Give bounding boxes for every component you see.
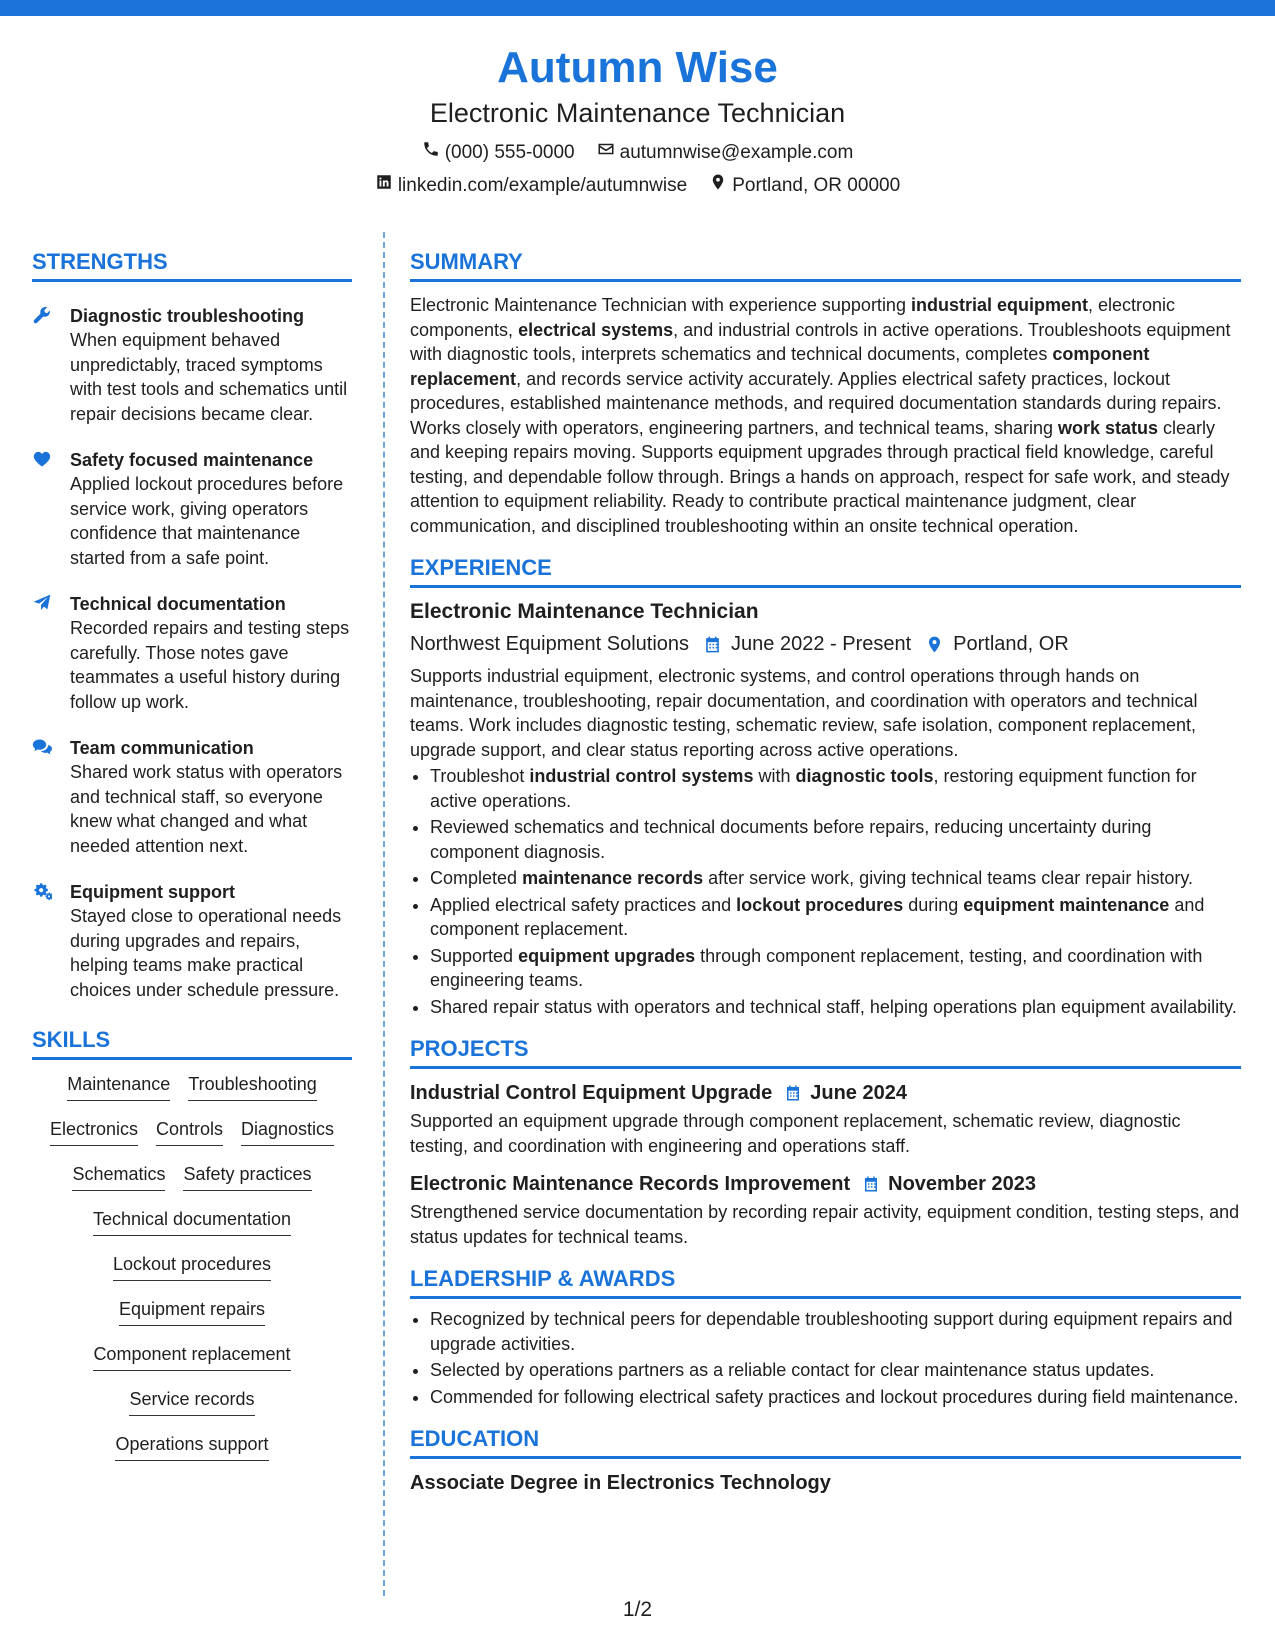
job-title: Electronic Maintenance Technician bbox=[410, 600, 759, 623]
emphasis-text: work status bbox=[1058, 417, 1159, 438]
calendar-icon bbox=[784, 1084, 802, 1102]
project-name: Industrial Control Equipment Upgrade bbox=[410, 1082, 773, 1104]
skill-tag: Technical documentation bbox=[93, 1207, 291, 1236]
envelope-icon bbox=[597, 140, 615, 165]
project-name: Electronic Maintenance Records Improvement bbox=[410, 1173, 851, 1195]
project-date: June 2024 bbox=[810, 1082, 907, 1104]
emphasis-text: industrial control systems bbox=[529, 766, 754, 786]
candidate-name: Autumn Wise bbox=[497, 43, 778, 92]
skills-heading: SKILLS bbox=[32, 1026, 352, 1060]
list-item: • Completed maintenance records after service work, giving technical teams clear repair history. bbox=[430, 866, 1241, 891]
emphasis-text: lockout procedures bbox=[736, 894, 904, 915]
skill-tag: Controls bbox=[156, 1117, 223, 1146]
strengths-heading: STRENGTHS bbox=[32, 248, 352, 282]
company-name: Northwest Equipment Solutions bbox=[410, 633, 690, 655]
list-item: • Selected by operations partners as a reliable contact for clear maintenance status updates. bbox=[430, 1358, 1241, 1383]
skill-tag: Maintenance bbox=[67, 1072, 170, 1101]
project-header bbox=[410, 1170, 1241, 1198]
degree-title: Associate Degree in Electronics Technology bbox=[410, 1472, 831, 1494]
skill-row bbox=[93, 1207, 291, 1252]
skill-tag: Electronics bbox=[50, 1117, 138, 1146]
right-column bbox=[410, 248, 1241, 1497]
chat-bubbles-icon bbox=[32, 744, 52, 761]
resume-header bbox=[0, 40, 1275, 198]
job-dates: June 2022 - Present bbox=[731, 633, 912, 655]
skill-row bbox=[119, 1297, 265, 1342]
column-divider bbox=[383, 232, 385, 1596]
linkedin-icon bbox=[375, 173, 393, 198]
skill-row bbox=[115, 1432, 268, 1477]
experience-bullets bbox=[410, 764, 1241, 1019]
linkedin-contact[interactable] bbox=[375, 173, 687, 198]
contact-row-1 bbox=[0, 140, 1275, 165]
email-text: autumnwise@example.com bbox=[619, 141, 854, 163]
skills-list bbox=[32, 1072, 352, 1477]
contact-row-2 bbox=[0, 173, 1275, 198]
calendar-icon bbox=[703, 635, 722, 654]
skill-tag: Schematics bbox=[72, 1162, 165, 1191]
emphasis-text: maintenance records bbox=[522, 868, 704, 888]
project-date: November 2023 bbox=[888, 1173, 1037, 1195]
heart-icon bbox=[32, 456, 52, 473]
strength-description: Recorded repairs and testing steps carefully. Those notes gave teammates a useful history during follow up work. bbox=[70, 618, 350, 712]
page-number: 1/2 bbox=[622, 1598, 653, 1621]
phone-contact bbox=[422, 140, 575, 165]
experience-heading: EXPERIENCE bbox=[410, 554, 1241, 588]
skill-tag: Safety practices bbox=[183, 1162, 311, 1191]
paper-plane-icon bbox=[32, 600, 52, 617]
skill-row bbox=[67, 1072, 317, 1117]
strength-title: Safety focused maintenance bbox=[70, 450, 314, 470]
strength-title: Equipment support bbox=[70, 882, 235, 902]
list-item: • Recognized by technical peers for dependable troubleshooting support during equipment repairs and upgrade activities. bbox=[430, 1307, 1241, 1356]
email-contact[interactable] bbox=[597, 140, 854, 165]
skill-row bbox=[113, 1252, 271, 1297]
phone-text: (000) 555-0000 bbox=[444, 141, 575, 163]
location-text: Portland, OR 00000 bbox=[732, 174, 901, 196]
map-pin-icon bbox=[709, 173, 727, 198]
skill-tag: Component replacement bbox=[93, 1342, 290, 1371]
job-description: Supports industrial equipment, electronic systems, and control operations through hands on maintenance, troubleshooting, repair documentation, and coordination with operators and technical teams. Work includes diagnostic testing, schematic review, safe isolation, component replacement, upgrade support, and clear status reporting across active operations. bbox=[410, 666, 1198, 760]
top-accent-bar bbox=[0, 0, 1275, 16]
strength-item bbox=[32, 736, 352, 858]
summary-text: Electronic Maintenance Technician with experience supporting industrial equipment, electronic components, electrical systems, and industrial controls in active operations. Troubleshoots equipment with diagnostic tools, interprets schematics and technical documents, completes component replacement, and records service activity accurately. Applies electrical safety practices, lockout procedures, established maintenance methods, and required documentation standards during repairs. Works closely with operators, engineering partners, and technical teams, sharing work status clearly and keeping repairs moving. Supports equipment upgrades through practical field knowledge, careful testing, and dependable follow through. Brings a hands on approach, respect for safe work, and steady attention to equipment reliability. Ready to contribute practical maintenance judgment, clear communication, and disciplined troubleshooting within an onsite technical operation. bbox=[410, 295, 1231, 536]
calendar-icon bbox=[862, 1175, 880, 1193]
strength-item bbox=[32, 592, 352, 714]
list-item: • Reviewed schematics and technical documents before repairs, reducing uncertainty during component diagnosis. bbox=[430, 815, 1241, 864]
strength-title: Diagnostic troubleshooting bbox=[70, 306, 304, 326]
strength-item bbox=[32, 304, 352, 426]
project-header bbox=[410, 1079, 1241, 1107]
strength-description: When equipment behaved unpredictably, traced symptoms with test tools and schematics until repair decisions became clear. bbox=[70, 330, 348, 424]
projects-heading: PROJECTS bbox=[410, 1035, 1241, 1069]
project-description: Supported an equipment upgrade through component replacement, schematic review, diagnostic testing, and coordination with engineering and operations staff. bbox=[410, 1111, 1181, 1156]
summary-heading: SUMMARY bbox=[410, 248, 1241, 282]
education-heading: EDUCATION bbox=[410, 1425, 1241, 1459]
skill-row bbox=[72, 1162, 311, 1207]
wrench-icon bbox=[32, 312, 52, 329]
list-item: • Troubleshot industrial control systems with diagnostic tools, restoring equipment function for active operations. bbox=[430, 764, 1241, 813]
leadership-bullets bbox=[410, 1307, 1241, 1409]
emphasis-text: electrical systems bbox=[518, 319, 674, 340]
list-item: • Applied electrical safety practices and lockout procedures during equipment maintenance and component replacement. bbox=[430, 893, 1241, 942]
skill-tag: Equipment repairs bbox=[119, 1297, 265, 1326]
left-column bbox=[32, 248, 352, 1477]
skill-row bbox=[129, 1387, 254, 1432]
emphasis-text: equipment maintenance bbox=[963, 894, 1170, 915]
list-item: • Commended for following electrical safety practices and lockout procedures during field maintenance. bbox=[430, 1385, 1241, 1410]
strength-description: Stayed close to operational needs during upgrades and repairs, helping teams make practical choices under schedule pressure. bbox=[70, 906, 342, 1000]
map-pin-icon bbox=[925, 635, 944, 654]
emphasis-text: diagnostic tools bbox=[795, 766, 934, 786]
emphasis-text: industrial equipment bbox=[910, 295, 1088, 315]
strength-description: Shared work status with operators and technical staff, so everyone knew what changed and what needed attention next. bbox=[70, 762, 343, 856]
skill-tag: Service records bbox=[129, 1387, 254, 1416]
strength-item bbox=[32, 880, 352, 1002]
strength-title: Technical documentation bbox=[70, 594, 286, 614]
skill-tag: Troubleshooting bbox=[188, 1072, 316, 1101]
skill-tag: Operations support bbox=[115, 1432, 268, 1461]
location-contact bbox=[709, 173, 900, 198]
list-item: • Supported equipment upgrades through component replacement, testing, and coordination with engineering teams. bbox=[430, 944, 1241, 993]
gears-icon bbox=[32, 888, 52, 905]
linkedin-text: linkedin.com/example/autumnwise bbox=[397, 174, 688, 196]
skill-tag: Lockout procedures bbox=[113, 1252, 271, 1281]
strength-title: Team communication bbox=[70, 738, 254, 758]
strength-item bbox=[32, 448, 352, 570]
list-item: • Shared repair status with operators and technical staff, helping operations plan equipment availability. bbox=[430, 995, 1241, 1020]
skill-tag: Diagnostics bbox=[241, 1117, 334, 1146]
project-description: Strengthened service documentation by recording repair activity, equipment condition, testing steps, and status updates for technical teams. bbox=[410, 1202, 1240, 1247]
job-location: Portland, OR bbox=[953, 633, 1069, 655]
job-meta bbox=[410, 630, 1241, 658]
skill-row bbox=[50, 1117, 334, 1162]
phone-icon bbox=[422, 140, 440, 165]
candidate-role: Electronic Maintenance Technician bbox=[429, 98, 846, 128]
skill-row bbox=[93, 1342, 290, 1387]
strength-description: Applied lockout procedures before service work, giving operators confidence that maintenance started from a safe point. bbox=[70, 474, 344, 568]
leadership-heading: LEADERSHIP & AWARDS bbox=[410, 1265, 1241, 1299]
emphasis-text: equipment upgrades bbox=[518, 945, 696, 966]
emphasis-text: component replacement bbox=[410, 344, 1150, 389]
